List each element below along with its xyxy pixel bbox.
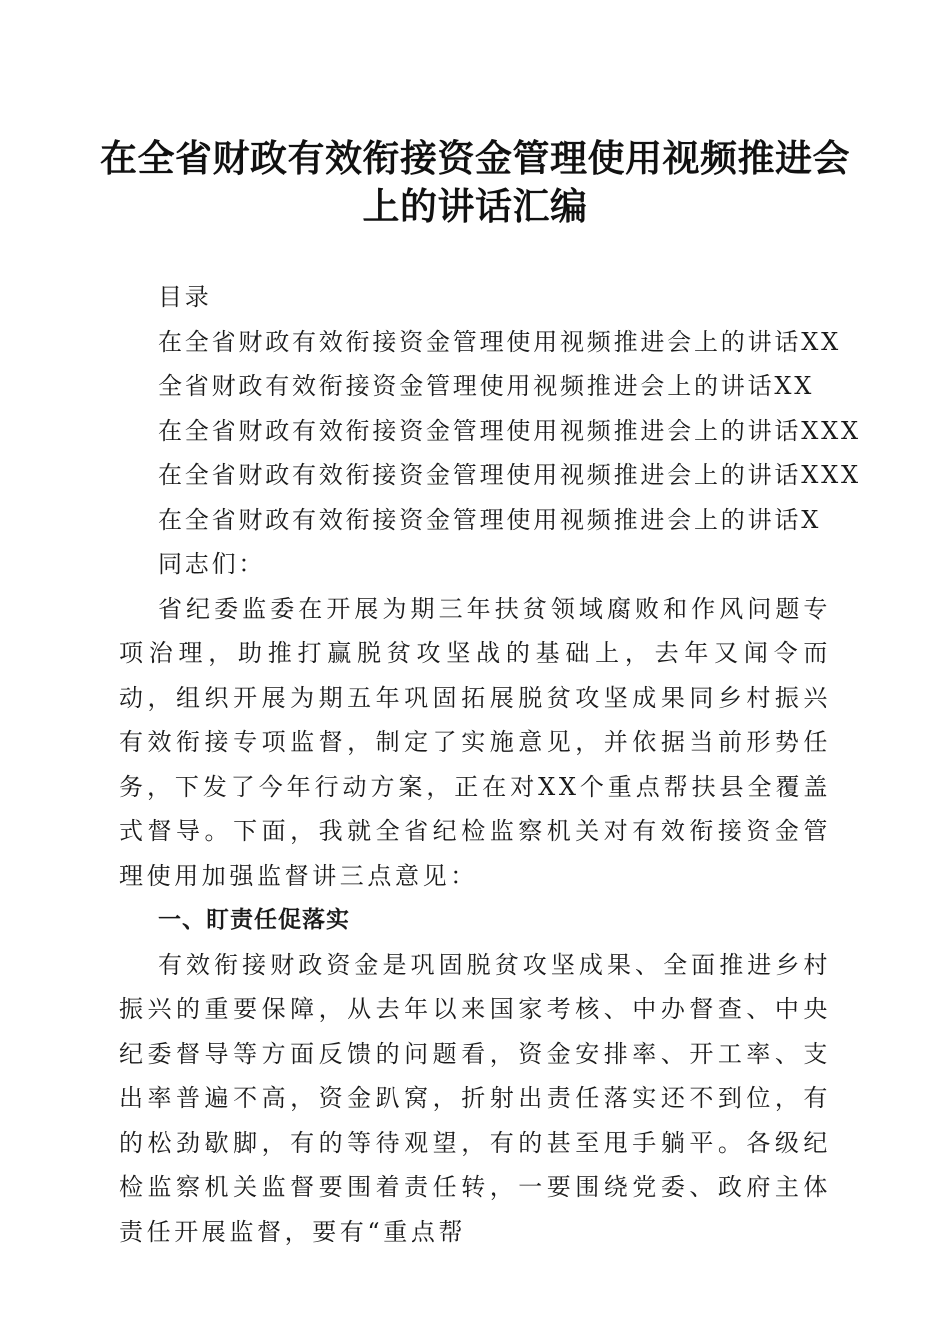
toc-item: 在全省财政有效衔接资金管理使用视频推进会上的讲话XXX xyxy=(158,461,861,489)
toc-label: 目录 xyxy=(158,283,212,311)
toc-item: 全省财政有效衔接资金管理使用视频推进会上的讲话XX xyxy=(158,372,815,400)
document-body xyxy=(119,275,861,1254)
body-paragraph: 有效衔接财政资金是巩固脱贫攻坚成果、全面推进乡村振兴的重要保障，从去年以来国家考核、中办督查、中央纪委督导等方面反馈的问题看，资金安排率、开工率、支出率普遍不高，资金趴窝，折射出责任落实还不到位，有的松劲歇脚，有的等待观望，有的甚至甩手躺平。各级纪检监察机关监督要围着责任转，一要围绕党委、政府主体责任开展监督，要有“重点帮 xyxy=(119,950,831,1246)
greeting: 同志们： xyxy=(158,550,266,578)
body-paragraph: 省纪委监委在开展为期三年扶贫领域腐败和作风问题专项治理，助推打赢脱贫攻坚战的基础上，去年又闻令而动，组织开展为期五年巩固拓展脱贫攻坚成果同乡村振兴有效衔接专项监督，制定了实施意见，并依据当前形势任务，下发了今年行动方案，正在对XX个重点帮扶县全覆盖式督导。下面，我就全省纪检监察机关对有效衔接资金管理使用加强监督讲三点意见： xyxy=(119,594,831,890)
toc-item: 在全省财政有效衔接资金管理使用视频推进会上的讲话X xyxy=(158,505,822,534)
title-line-1: 在全省财政有效衔接资金管理使用视频推进会 xyxy=(100,136,850,180)
toc-item: 在全省财政有效衔接资金管理使用视频推进会上的讲话XXX xyxy=(158,416,861,445)
toc-item: 在全省财政有效衔接资金管理使用视频推进会上的讲话XX xyxy=(158,327,841,356)
section-heading: 一、盯责任促落实 xyxy=(158,907,350,933)
title-line-2: 上的讲话汇编 xyxy=(362,184,588,228)
table-of-contents xyxy=(119,320,861,543)
document-title xyxy=(100,134,850,230)
